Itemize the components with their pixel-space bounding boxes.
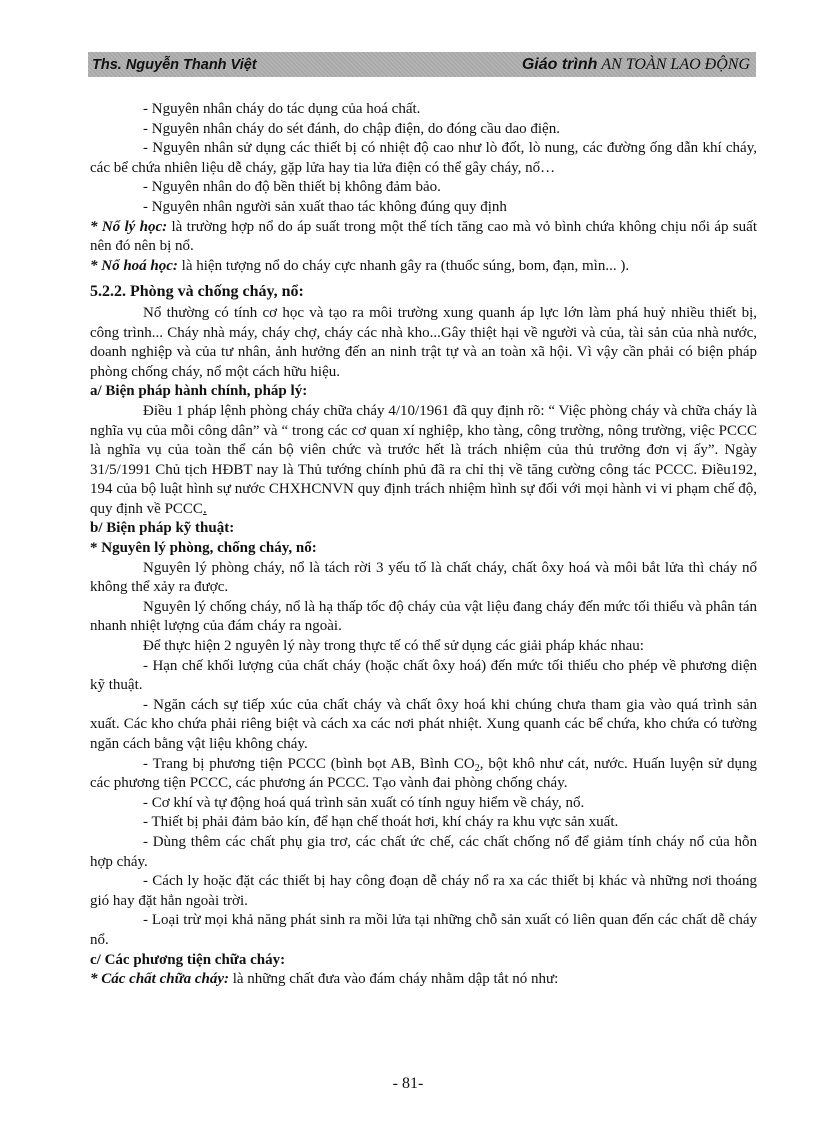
header-book-main-title: AN TOÀN LAO ĐỘNG: [601, 55, 750, 73]
solution-isolate: - Cách ly hoặc đặt các thiết bị hay công đoạn dễ cháy nổ ra xa các thiết bị khác và những nơi thoáng gió hay đặt hẳn ngoài trời.: [90, 873, 757, 909]
solution-equipment-post: , bột khô như cát, nước. Huấn luyện sử dụng các phương tiện PCCC, các phương án PCCC. Tạo vành đai phòng chống cháy.: [90, 755, 757, 792]
running-header: [88, 52, 756, 77]
physical-explosion-paragraph: [90, 218, 757, 257]
fight-principle: Nguyên lý chống cháy, nổ là hạ thấp tốc độ cháy của vật liệu đang cháy đến mức tối thiểu và phân tán nhanh nhiệt lượng của đám cháy ra ngoài.: [90, 598, 757, 635]
subheading-a: a/ Biện pháp hành chính, pháp lý:: [90, 383, 308, 400]
section-heading: 5.2.2. Phòng và chống cháy, nổ:: [90, 283, 304, 301]
page-body: [90, 100, 757, 990]
physical-explosion-text: là trường hợp nổ do áp suất trong một thể tích tăng cao mà vỏ bình chứa không chịu nổi áp suất nên đó nên bị nổ.: [90, 218, 757, 255]
agents-term: * Các chất chữa cháy:: [90, 971, 229, 988]
solution-automate: - Cơ khí và tự động hoá quá trình sản xuất có tính nguy hiểm về cháy, nổ.: [143, 794, 585, 811]
prevent-principle: Nguyên lý phòng cháy, nổ là tách rời 3 yếu tố là chất cháy, chất ôxy hoá và môi bắt lửa thì cháy nổ không thể xảy ra được.: [90, 559, 757, 596]
solution-ignition: - Loại trừ mọi khả năng phát sinh ra mồi lửa tại những chỗ sản xuất có liên quan đến các chất dễ cháy nổ.: [90, 912, 757, 948]
law-text: Điều 1 pháp lệnh phòng cháy chữa cháy 4/10/1961 đã quy định rõ: “ Việc phòng cháy và chữa cháy là nghĩa vụ của mỗi công dân” và “ trong các cơ quan xí nghiệp, kho tàng, công trường, nông trường, việc PCCC là nghĩa vụ của toàn thể cán bộ viên chức và trước hết là trách nhiệm của thủ trưởng đơn vị ấy”. Ngày 31/5/1991 Chủ tịch HĐBT nay là Thủ tướng chính phủ đã ra chỉ thị về tăng cường công tác PCCC. Điều192, 194 của bộ luật hình sự nước CHXHCNVN quy định trách nhiệm hình sự đối với mọi hành vi vi phạm chế độ, quy định về PCCC: [90, 402, 757, 517]
law-paragraph: [90, 402, 757, 520]
physical-explosion-term: * Nổ lý học:: [90, 218, 168, 235]
cause-equipment: - Nguyên nhân do độ bền thiết bị không đảm bảo.: [143, 179, 441, 196]
header-book-title: [522, 56, 750, 74]
solution-limit: - Hạn chế khối lượng của chất cháy (hoặc chất ôxy hoá) đến mức tối thiểu cho phép về phương diện kỹ thuật.: [90, 657, 757, 694]
cause-chemical: - Nguyên nhân cháy do tác dụng của hoá chất.: [143, 101, 421, 117]
solution-equipment-pre: - Trang bị phương tiện PCCC (bình bọt AB, Bình CO: [143, 755, 475, 772]
solutions-intro: Để thực hiện 2 nguyên lý này trong thực tế có thể sử dụng các giải pháp khác nhau:: [143, 638, 644, 655]
header-author: Ths. Nguyễn Thanh Việt: [92, 56, 257, 73]
solution-separate: - Ngăn cách sự tiếp xúc của chất cháy và chất ôxy hoá khi chúng chưa tham gia vào quá trình sản xuất. Các kho chứa phải riêng biệt và cách xa các nơi phát nhiệt. Xung quanh các bể chứa, kho chứa có tường ngăn cách bằng vật liệu không cháy.: [90, 696, 757, 752]
subheading-b: b/ Biện pháp kỹ thuật:: [90, 520, 235, 537]
chemical-explosion-term: * Nổ hoá học:: [90, 257, 178, 274]
solution-seal: - Thiết bị phải đảm bảo kín, để hạn chế thoát hơi, khí cháy ra khu vực sản xuất.: [143, 814, 619, 831]
intro-paragraph: Nổ thường có tính cơ học và tạo ra môi trường xung quanh áp lực lớn làm phá huỷ nhiều thiết bị, công trình... Cháy nhà máy, cháy chợ, cháy các nhà kho...Gây thiệt hại về người và của, tài sản của nhà nước, doanh nghiệp và của tư nhân, ảnh hưởng đến an ninh trật tự và an toàn xã hội. Vì vậy cần phải có biện pháp phòng chống cháy, nổ một cách hữu hiệu.: [90, 304, 757, 380]
subheading-c: c/ Các phương tiện chữa cháy:: [90, 951, 286, 968]
cause-high-temp: - Nguyên nhân sử dụng các thiết bị có nhiệt độ cao như lò đốt, lò nung, các đường ống dẫn khí cháy, các bể chứa nhiên liệu dễ cháy, gặp lửa hay tia lửa điện có thể gây cháy, nổ…: [90, 140, 757, 176]
law-text-end: .: [202, 500, 207, 517]
page-number: - 81-: [392, 1075, 424, 1092]
solution-additives: - Dùng thêm các chất phụ gia trơ, các chất ức chế, các chất chống nổ để giảm tính cháy nổ của hỗn hợp cháy.: [90, 833, 757, 870]
principle-heading: * Nguyên lý phòng, chống cháy, nổ:: [90, 540, 317, 557]
chemical-explosion-paragraph: [90, 257, 757, 277]
header-book-prefix: Giáo trình: [521, 55, 598, 73]
co2-subscript: 2: [474, 762, 480, 774]
agents-paragraph: [90, 970, 757, 990]
chemical-explosion-text: là hiện tượng nổ do cháy cực nhanh gây ra (thuốc súng, bom, đạn, mìn... ).: [177, 257, 630, 274]
cause-lightning: - Nguyên nhân cháy do sét đánh, do chập điện, do đóng cầu dao điện.: [143, 120, 560, 137]
agents-text: là những chất đưa vào đám cháy nhằm dập tắt nó như:: [228, 971, 559, 988]
solution-equipment: [90, 755, 757, 794]
cause-operator: - Nguyên nhân người sản xuất thao tác không đúng quy định: [143, 198, 507, 215]
